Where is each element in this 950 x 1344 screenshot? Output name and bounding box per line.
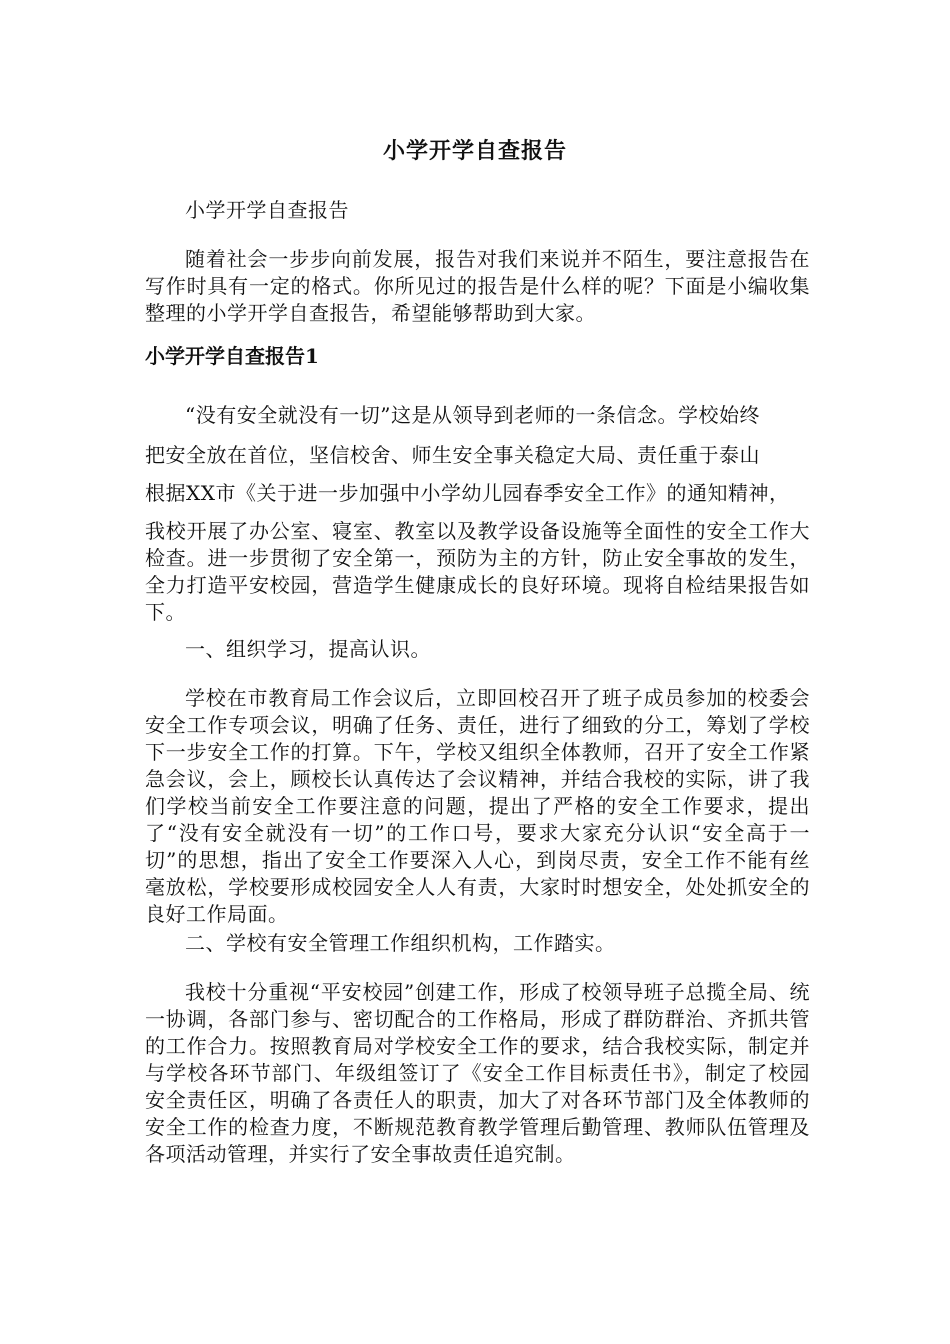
document-subtitle: 小学开学自查报告 [185, 198, 349, 222]
intro-paragraph: 随着社会一步步向前发展，报告对我们来说并不陌生，要注意报告在写作时具有一定的格式。你所见过的报告是什么样的呢？下面是小编收集整理的小学开学自查报告，希望能够帮助到大家。 [145, 247, 810, 325]
document-title: 小学开学自查报告 [382, 138, 567, 164]
paragraph-line-2: 把安全放在首位，坚信校舍、师生安全事关稳定大局、责任重于泰山 [145, 443, 760, 467]
paragraph-1-continued: 我校开展了办公室、寝室、教室以及教学设备设施等全面性的安全工作大检查。进一步贯彻了安全第一，预防为主的方针，防止安全事故的发生，全力打造平安校园，营造学生健康成长的良好环境。现将自检结果报告如下。 [145, 519, 810, 624]
paragraph-3: 我校十分重视“平安校园”创建工作，形成了校领导班子总揽全局、统一协调，各部门参与、密切配合的工作格局，形成了群防群治、齐抓共管的工作合力。按照教育局对学校安全工作的要求，结合我校实际，制定并与学校各环节部门、年级组签订了《安全工作目标责任书》，制定了校园安全责任区，明确了各责任人的职责，加大了对各环节部门及全体教师的安全工作的检查力度，不断规范教育教学管理后勤管理、教师队伍管理及各项活动管理，并实行了安全事故责任追究制。 [145, 980, 810, 1166]
heading-two: 二、学校有安全管理工作组织机构，工作踏实。 [185, 931, 616, 955]
heading-one: 一、组织学习，提高认识。 [185, 637, 431, 661]
paragraph-line-3: 根据XX市《关于进一步加强中小学幼儿园春季安全工作》的通知精神， [145, 481, 790, 505]
section-heading-1: 小学开学自查报告1 [145, 344, 319, 368]
paragraph-line-1: “没有安全就没有一切”这是从领导到老师的一条信念。学校始终 [185, 403, 760, 427]
paragraph-2: 学校在市教育局工作会议后，立即回校召开了班子成员参加的校委会安全工作专项会议，明确了任务、责任，进行了细致的分工，筹划了学校下一步安全工作的打算。下午，学校又组织全体教师，召开了安全工作紧急会议，会上，顾校长认真传达了会议精神，并结合我校的实际，讲了我们学校当前安全工作要注意的问题，提出了严格的安全工作要求，提出了“没有安全就没有一切”的工作口号，要求大家充分认识“安全高于一切”的思想，指出了安全工作要深入人心，到岗尽责，安全工作不能有丝毫放松，学校要形成校园安全人人有责，大家时时想安全，处处抓安全的良好工作局面。 [145, 686, 810, 926]
